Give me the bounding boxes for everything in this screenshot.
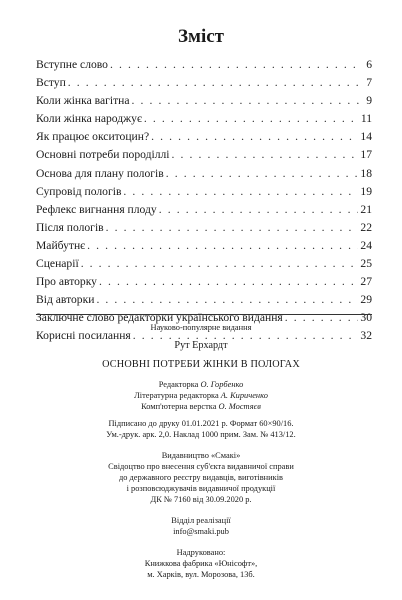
toc-dot-leader — [87, 237, 358, 255]
imprint-sales-dept: Відділ реалізації — [171, 516, 231, 525]
toc-entry-page: 24 — [360, 238, 372, 252]
toc-entry-page: 30 — [360, 311, 372, 325]
imprint-book-title: ОСНОВНІ ПОТРЕБИ ЖІНКИ В ПОЛОГАХ — [102, 359, 300, 370]
toc-dot-leader — [106, 219, 359, 237]
toc-dot-leader — [99, 273, 358, 291]
toc-entry-label: Від авторки — [36, 293, 95, 307]
toc-entry-label: Основні потреби породіллі — [36, 148, 170, 162]
toc-entry-page: 27 — [360, 275, 372, 289]
toc-entry-page: 18 — [360, 166, 372, 180]
toc-dot-leader — [123, 183, 358, 201]
imprint-print-signed: Підписано до друку 01.01.2021 р. Формат 60×90/16. — [108, 419, 294, 428]
toc-dot-leader — [81, 255, 359, 273]
toc-entry-label: Коли жінка вагітна — [36, 94, 130, 108]
toc-entry — [36, 219, 372, 237]
imprint-author: Рут Ерхардт — [174, 340, 228, 351]
imprint-certificate-1: Свідоцтво про внесення суб'єкта видавничої справи — [108, 462, 294, 471]
toc-entry — [36, 128, 372, 146]
toc-entry-label: Як працює окситоцин? — [36, 130, 150, 144]
toc-entry-page: 6 — [366, 58, 372, 71]
toc-entry-page: 22 — [360, 220, 372, 234]
toc-entry — [36, 201, 372, 219]
toc-entry-label: Про авторку — [36, 275, 97, 289]
toc-entry — [36, 273, 372, 291]
imprint-publisher: Видавництво «Смакі» — [161, 451, 241, 460]
toc-entry-page: 11 — [360, 112, 372, 126]
toc-dot-leader — [144, 110, 359, 128]
toc-entry — [36, 74, 372, 92]
toc-entry — [36, 165, 372, 183]
toc-entry-label: Коли жінка народжує — [36, 112, 142, 126]
imprint-printer: Книжкова фабрика «Юнісофт», — [144, 559, 258, 568]
toc-dot-leader — [172, 146, 359, 164]
imprint-certificate-4: ДК № 7160 від 30.09.2020 р. — [150, 495, 252, 504]
toc-entry-label: Сценарії — [36, 257, 79, 271]
toc-entry — [36, 291, 372, 309]
toc-entry-page: 9 — [366, 94, 372, 108]
imprint-editor: Редакторка О. Горбенко — [158, 380, 244, 389]
toc-entry-label: Майбутнє — [36, 238, 86, 252]
imprint-printed-label: Надруковано: — [176, 548, 226, 557]
toc-entry-page: 25 — [360, 257, 372, 271]
imprint-email: info@smaki.pub — [173, 527, 229, 536]
toc-entry-label: Заключне слово редакторки українського видання — [36, 311, 283, 325]
toc-entry-page: 7 — [366, 76, 372, 90]
toc-entry-page: 17 — [360, 148, 372, 162]
toc-entry-label: Корисні посилання — [36, 329, 131, 343]
toc-entry-label: Супровід пологів — [36, 184, 122, 198]
toc-entry — [36, 255, 372, 273]
toc-entry — [36, 92, 372, 110]
toc-entry-page: 21 — [360, 202, 372, 216]
toc-entry — [36, 56, 372, 74]
toc-entry — [36, 237, 372, 255]
imprint-block — [0, 322, 402, 580]
section-divider — [36, 314, 372, 315]
table-of-contents — [36, 56, 372, 346]
toc-title: Зміст — [177, 26, 224, 47]
toc-dot-leader — [159, 201, 359, 219]
imprint-literary-editor: Літературна редакторка А. Кириченко — [134, 391, 268, 400]
toc-entry — [36, 146, 372, 164]
toc-entry-label: Рефлекс вигнання плоду — [36, 202, 157, 216]
toc-entry — [36, 183, 372, 201]
toc-dot-leader — [96, 291, 358, 309]
toc-dot-leader — [151, 128, 358, 146]
imprint-print-specs: Ум.-друк. арк. 2,0. Наклад 1000 прим. Зам. № 413/12. — [106, 430, 296, 439]
imprint-printer-address: м. Харків, вул. Морозова, 13б. — [147, 570, 255, 579]
toc-dot-leader — [68, 74, 360, 92]
imprint-certificate-2: до державного реєстру видавців, виготівників — [119, 473, 283, 482]
toc-entry-label: Вступне слово — [36, 58, 108, 71]
imprint-genre: Науково-популярне видання — [150, 323, 252, 332]
toc-dot-leader — [110, 56, 360, 74]
toc-entry-page: 32 — [360, 329, 372, 343]
imprint-layout: Комп'ютерна верстка О. Мостяєв — [141, 402, 261, 411]
toc-entry-label: Після пологів — [36, 220, 104, 234]
toc-entry-page: 19 — [360, 184, 372, 198]
toc-entry-page: 29 — [360, 293, 372, 307]
toc-entry — [36, 110, 372, 128]
imprint-certificate-3: і розповсюджувачів видавничої продукції — [126, 484, 276, 493]
toc-entry-label: Основа для плану пологів — [36, 166, 164, 180]
toc-dot-leader — [166, 165, 359, 183]
toc-entry-label: Вступ — [36, 76, 66, 90]
toc-dot-leader — [132, 92, 361, 110]
toc-entry-page: 14 — [360, 130, 372, 144]
